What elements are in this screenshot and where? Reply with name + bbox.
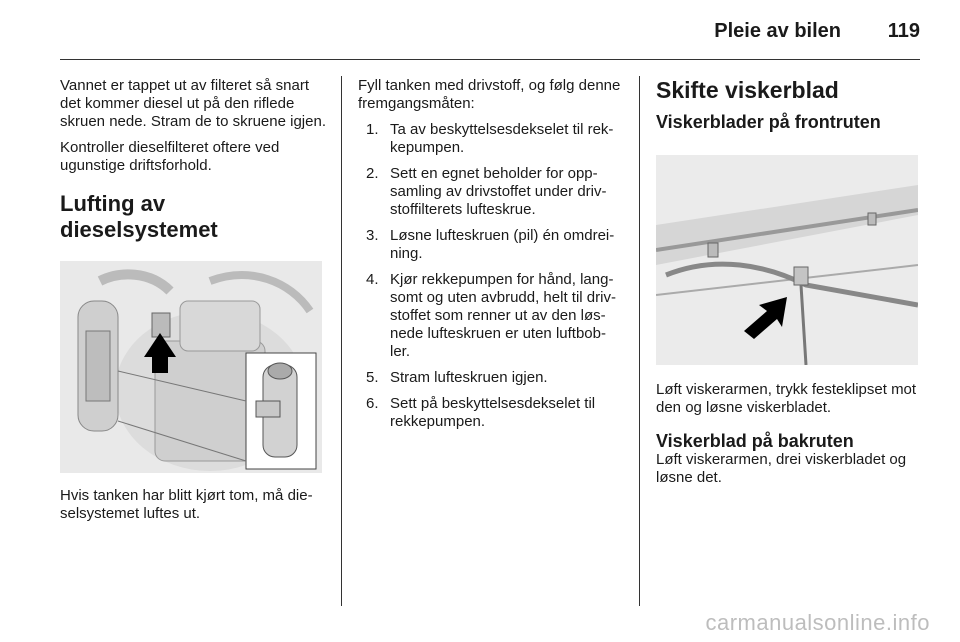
step-text: Løsne lufteskruen (pil) én omdrei-ning. xyxy=(390,227,615,262)
paragraph: Fyll tanken med drivstoff, og følg denne fremgangsmåten: xyxy=(358,77,621,112)
step-text: Ta av beskyttelsesdekselet til rek-kepumpen. xyxy=(390,121,614,156)
section-heading: Skifte viskerblad xyxy=(656,77,839,103)
section-title: Pleie av bilen xyxy=(714,20,841,42)
step-text: Sett en egnet beholder for opp-samling av drivstoffet under driv-stoffilterets lufteskrue. xyxy=(390,165,607,218)
column-3 xyxy=(656,77,926,495)
column-1 xyxy=(60,77,326,531)
subsection-heading: Viskerblader på frontruten xyxy=(656,112,881,132)
paragraph: Kontroller dieselfilteret oftere ved ugunstige driftsforhold. xyxy=(60,139,280,174)
page-header xyxy=(0,0,960,60)
step-number: 5. xyxy=(366,369,379,386)
list-item xyxy=(358,165,624,219)
subsection-heading: Viskerblad på bakruten xyxy=(656,431,854,451)
column-divider-1 xyxy=(341,76,342,606)
column-divider-2 xyxy=(639,76,640,606)
step-number: 4. xyxy=(366,271,379,288)
step-text: Sett på beskyttelsesdekselet til rekkepumpen. xyxy=(390,395,596,430)
fuel-filter-illustration xyxy=(60,261,322,473)
list-item xyxy=(358,271,624,361)
paragraph: Løft viskerarmen, trykk festeklipset mot den og løsne viskerbladet. xyxy=(656,381,917,416)
paragraph: Vannet er tappet ut av filteret så snart det kommer diesel ut på den riflede skruen nede. Stram de to skruene igjen. xyxy=(60,77,326,130)
step-list xyxy=(358,121,624,431)
section-heading: Lufting av dieselsystemet xyxy=(60,191,218,242)
step-number: 1. xyxy=(366,121,379,138)
step-text: Stram lufteskruen igjen. xyxy=(390,369,548,386)
column-2 xyxy=(358,77,624,439)
wiper-illustration xyxy=(656,155,918,365)
list-item xyxy=(358,369,624,387)
paragraph: Løft viskerarmen, drei viskerbladet og løsne det. xyxy=(656,451,907,486)
list-item xyxy=(358,395,624,431)
step-number: 2. xyxy=(366,165,379,182)
step-text: Kjør rekkepumpen for hånd, lang-somt og uten avbrudd, helt til driv-stoffet som renner ut av den løs-nede lufteskruen er uten luftbob-ler. xyxy=(390,271,616,360)
caption: Hvis tanken har blitt kjørt tom, må die-selsystemet luftes ut. xyxy=(60,487,313,522)
watermark: carmanualsonline.info xyxy=(705,610,930,635)
step-number: 6. xyxy=(366,395,379,412)
list-item xyxy=(358,121,624,157)
page-number: 119 xyxy=(887,20,920,42)
header-rule xyxy=(60,59,920,60)
list-item xyxy=(358,227,624,263)
step-number: 3. xyxy=(366,227,379,244)
